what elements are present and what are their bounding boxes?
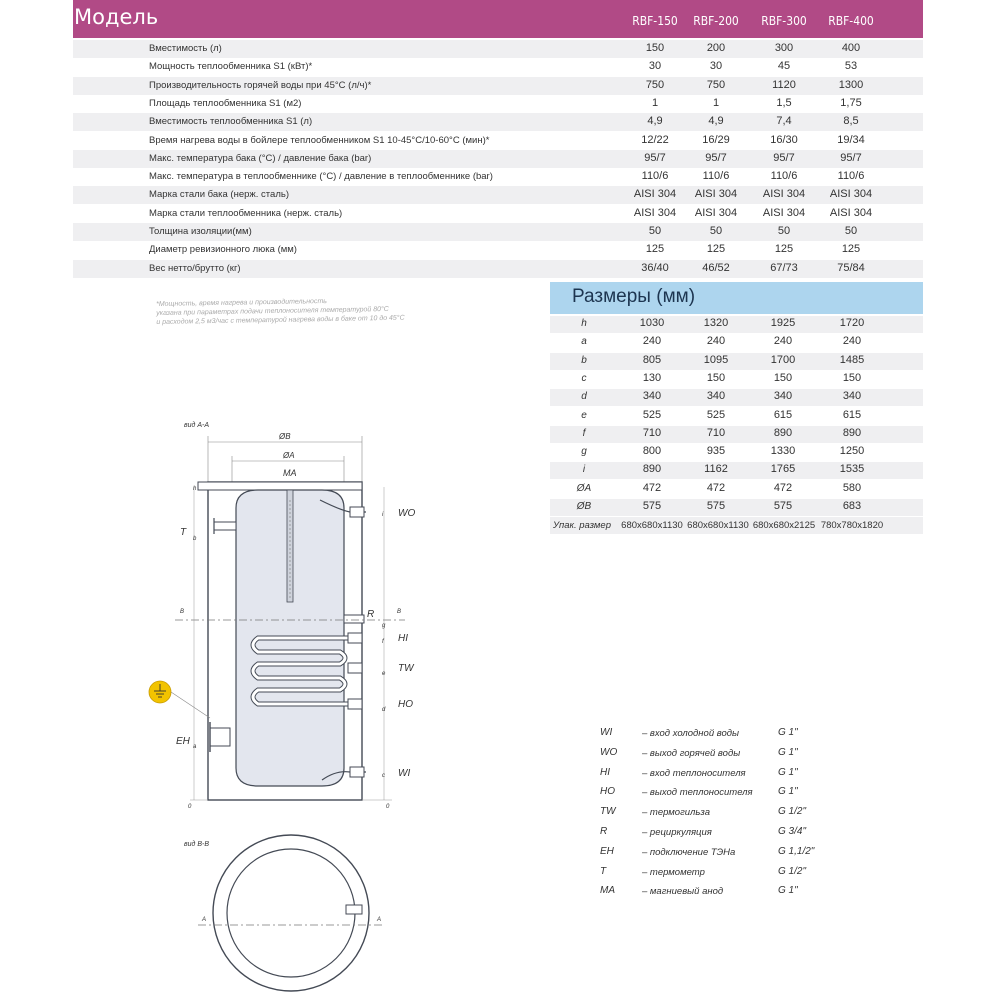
spec-cell: AISI 304	[762, 188, 806, 201]
eh-label: EH	[176, 736, 190, 747]
model-column-header: RBF-300	[761, 14, 807, 28]
model-column-header: RBF-150	[632, 14, 678, 28]
hi-label: HI	[398, 633, 408, 644]
zero-label-left: 0	[188, 804, 192, 810]
legend-code: WO	[600, 746, 618, 758]
c-tick-label: c	[382, 773, 385, 779]
spec-row-label: Диаметр ревизионного люка (мм)	[149, 244, 297, 256]
dimension-cell: 130	[642, 371, 662, 384]
dimension-row-label: c	[581, 372, 587, 384]
zero-label-right: 0	[386, 804, 390, 810]
legend-code: TW	[600, 806, 616, 818]
tw-fitting	[348, 663, 362, 673]
dimension-cell: 575	[706, 500, 726, 512]
spec-cell: AISI 304	[694, 188, 738, 201]
legend-thread-size: G 1"	[778, 885, 798, 897]
legend-thread-size: G 1"	[778, 746, 798, 758]
dimension-cell: 710	[642, 426, 662, 439]
wo-fitting	[350, 507, 364, 517]
dimension-row-label: h	[581, 318, 587, 329]
spec-cell: 4,9	[647, 115, 663, 128]
spec-cell: 36/40	[641, 261, 669, 274]
dimension-cell: 472	[642, 481, 662, 494]
dimension-cell: 240	[842, 335, 862, 348]
dimension-cell: 1765	[770, 463, 796, 476]
spec-cell: 95/7	[840, 151, 862, 164]
tank-top-flange	[198, 482, 362, 490]
spec-cell: 16/30	[770, 133, 798, 146]
spec-cell: 50	[709, 225, 723, 237]
dimension-cell: 890	[642, 463, 662, 476]
dimension-cell: 1162	[704, 463, 728, 476]
spec-cell: 110/6	[837, 170, 865, 183]
spec-row-label: Толщина изоляции(мм)	[149, 226, 252, 237]
legend-code: T	[600, 865, 607, 877]
spec-cell: 45	[777, 60, 791, 73]
section-a-right-label: A	[377, 917, 382, 923]
dimension-row-label: ØA	[576, 482, 592, 494]
spec-cell: 110/6	[770, 170, 798, 183]
dimension-cell: 240	[773, 335, 793, 348]
dimension-cell: 340	[842, 390, 862, 403]
spec-cell: AISI 304	[829, 206, 873, 219]
legend-description: – магниевый анод	[642, 886, 724, 898]
legend-thread-size: G 1"	[778, 766, 798, 778]
dimension-cell: 683	[842, 500, 862, 512]
dimension-cell: 1320	[703, 317, 729, 329]
spec-cell: 4,9	[708, 115, 724, 128]
legend-thread-size: G 1/2"	[778, 865, 807, 877]
dimension-cell: 340	[642, 390, 662, 403]
section-b-right-label: B	[397, 609, 402, 615]
spec-cell: 125	[706, 243, 726, 256]
dimension-row-label: f	[582, 427, 586, 439]
spec-cell: 750	[645, 78, 665, 91]
spec-row-label: Производительность горячей воды при 45°С (л/ч)*	[149, 79, 372, 91]
dimension-cell: 150	[706, 371, 726, 384]
spec-cell: 125	[645, 243, 665, 256]
h-tick-label: h	[193, 486, 197, 492]
spec-cell: 19/34	[837, 133, 865, 146]
spec-cell: 1	[651, 96, 659, 109]
legend-code: HO	[600, 786, 615, 798]
wi-fitting	[350, 767, 364, 777]
spec-cell: 50	[844, 225, 858, 237]
spec-cell: AISI 304	[633, 188, 677, 201]
footnote-line: указана при параметрах подачи теплоносителя температурой 80°С	[156, 305, 389, 317]
spec-cell: 30	[648, 60, 662, 73]
dimension-row-label: ØB	[576, 501, 592, 512]
model-column-header: RBF-200	[693, 14, 739, 28]
spec-cell: 1,75	[840, 96, 862, 109]
legend-code: R	[600, 826, 608, 837]
dimension-cell: 890	[842, 426, 862, 439]
spec-row-label: Вместимость (л)	[149, 43, 222, 54]
spec-title: Модель	[74, 5, 159, 29]
eh-fitting	[210, 728, 230, 746]
legend-thread-size: G 1,1/2"	[778, 845, 815, 857]
dimension-cell: 575	[773, 500, 793, 512]
model-column-header: RBF-400	[828, 14, 874, 28]
ho-label: HO	[398, 699, 413, 710]
section-fitting	[346, 905, 362, 914]
spec-cell: 95/7	[773, 151, 795, 164]
dimension-row-label: d	[581, 391, 587, 403]
pack-size-label: Упак. размер	[553, 520, 611, 532]
section-inner-circle	[227, 849, 355, 977]
dimension-cell: 150	[842, 371, 862, 384]
ho-fitting	[348, 699, 362, 709]
spec-cell: 125	[841, 243, 861, 256]
footnote-line: и расходом 2,5 м3/час с температурой нагрева воды в баке от 10 до 45°С	[156, 314, 405, 326]
dimension-cell: 240	[706, 335, 726, 348]
wo-label: WO	[398, 508, 416, 519]
dimension-cell: 1250	[839, 445, 865, 458]
legend-description: – термометр	[642, 866, 705, 878]
pack-size-cell: 680x680x1130	[621, 520, 683, 532]
dimension-cell: 1925	[770, 317, 796, 329]
pack-size-cell: 680x680x1130	[687, 520, 749, 532]
spec-row-label: Вместимость теплообменника S1 (л)	[149, 116, 313, 128]
tw-label: TW	[398, 663, 414, 674]
dimension-cell: 1485	[839, 353, 865, 366]
dimension-cell: 150	[773, 371, 793, 384]
spec-cell: AISI 304	[762, 206, 806, 219]
spec-cell: 1300	[838, 78, 864, 91]
dimension-cell: 1720	[839, 317, 865, 329]
dimension-cell: 615	[773, 408, 793, 421]
t-label: T	[180, 527, 187, 538]
legend-code: HI	[600, 766, 610, 778]
spec-cell: 67/73	[770, 261, 798, 274]
spec-cell: 12/22	[641, 133, 669, 146]
spec-cell: 300	[774, 42, 794, 54]
section-b-left-label: B	[180, 609, 185, 615]
spec-cell: 7,4	[776, 115, 792, 128]
spec-cell: AISI 304	[829, 188, 873, 201]
legend-thread-size: G 3/4"	[778, 826, 807, 837]
g-tick-label: g	[382, 623, 386, 629]
legend-thread-size: G 1"	[778, 786, 798, 798]
dimension-cell: 615	[842, 408, 862, 421]
hi-fitting	[348, 633, 362, 643]
spec-row-label: Мощность теплообменника S1 (кВт)*	[149, 61, 313, 73]
dimension-cell: 580	[842, 481, 862, 494]
dimension-cell: 1535	[839, 463, 865, 476]
spec-cell: 200	[706, 42, 726, 54]
spec-cell: 125	[774, 243, 794, 256]
r-fitting	[344, 615, 364, 623]
spec-cell: 750	[706, 78, 726, 91]
spec-row-label: Макс. температура бака (°С) / давление бака (bar)	[149, 152, 372, 164]
spec-cell: 1,5	[776, 96, 792, 109]
spec-cell: 30	[709, 60, 723, 73]
legend-description: – выход горячей воды	[642, 747, 741, 759]
view-a-label: вид А-А	[184, 422, 210, 429]
dimension-cell: 710	[706, 426, 726, 439]
spec-cell: 1120	[772, 78, 796, 91]
spec-row-label: Марка стали теплообменника (нерж. сталь)	[149, 207, 343, 219]
spec-cell: 150	[645, 42, 665, 54]
legend-description: – подключение ТЭНа	[642, 846, 736, 858]
pack-size-cell: 680x680x2125	[752, 520, 816, 532]
spec-cell: AISI 304	[633, 206, 677, 219]
pack-size-cell: 780x780x1820	[820, 520, 884, 532]
spec-cell: 50	[777, 225, 791, 237]
d-tick-label: d	[382, 707, 386, 713]
view-b-label: вид В-В	[184, 841, 210, 848]
wi-label: WI	[398, 768, 411, 779]
r-label: R	[367, 609, 375, 620]
spec-row-label: Марка стали бака (нерж. сталь)	[149, 189, 289, 201]
legend-description: – выход теплоносителя	[642, 787, 753, 799]
spec-cell: 110/6	[702, 170, 730, 183]
spec-row-label: Площадь теплообменника S1 (м2)	[149, 97, 302, 109]
spec-cell: 95/7	[644, 151, 666, 164]
spec-cell: 75/84	[837, 261, 865, 274]
dimension-cell: 1700	[770, 353, 796, 366]
dimension-row-label: b	[581, 354, 587, 366]
t-fitting	[214, 522, 236, 530]
dimension-cell: 472	[706, 481, 726, 494]
spec-cell: 8,5	[843, 115, 859, 128]
dimension-row-label: a	[581, 336, 587, 348]
dimensions-title: Размеры (мм)	[572, 286, 696, 307]
legend-code: MA	[600, 885, 615, 897]
spec-cell: 400	[841, 42, 861, 54]
footnote-line: *Мощность, время нагрева и производительность	[156, 298, 327, 308]
ground-lead-line	[171, 692, 210, 718]
spec-cell: 16/29	[702, 133, 730, 146]
spec-row-label: Макс. температура в теплообменнике (°С) / давление в теплообменнике (bar)	[149, 171, 493, 183]
a-tick-label: a	[193, 744, 197, 750]
dimension-cell: 935	[706, 445, 726, 458]
dimension-cell: 340	[706, 390, 726, 403]
spec-row-label: Вес нетто/брутто (кг)	[149, 262, 241, 274]
dimension-row-label: e	[581, 409, 587, 421]
dimension-cell: 805	[642, 353, 662, 366]
legend-code: WI	[600, 727, 613, 738]
spec-cell: 50	[648, 225, 662, 237]
spec-cell: 95/7	[705, 151, 727, 164]
dimension-cell: 890	[773, 426, 793, 439]
dimension-cell: 1030	[639, 317, 665, 329]
e-tick-label: e	[382, 671, 386, 677]
legend-thread-size: G 1"	[778, 727, 798, 738]
legend-code: EH	[600, 845, 614, 857]
dimension-cell: 525	[642, 408, 662, 421]
spec-cell: AISI 304	[694, 206, 738, 219]
dimension-cell: 240	[642, 335, 662, 348]
section-a-left-label: A	[202, 917, 207, 923]
ma-label: MA	[283, 468, 297, 478]
dimension-cell: 340	[773, 390, 793, 403]
dimension-cell: 1330	[770, 445, 796, 458]
spec-row-label: Время нагрева воды в бойлере теплообменником S1 10-45°С/10-60°С (мин)*	[149, 134, 490, 146]
i-tick-label: i	[382, 512, 384, 518]
ob-label: ØB	[279, 432, 291, 441]
legend-description: – термогильза	[642, 807, 711, 819]
legend-description: – рециркуляция	[642, 827, 712, 838]
legend-description: – вход теплоносителя	[642, 767, 746, 779]
oa-label: ØA	[283, 451, 295, 460]
legend-thread-size: G 1/2"	[778, 806, 807, 818]
spec-cell: 46/52	[702, 261, 730, 274]
dimension-row-label: g	[581, 446, 587, 458]
f-tick-label: f	[382, 639, 384, 645]
spec-cell: 53	[844, 60, 858, 73]
dimension-cell: 575	[642, 500, 662, 512]
dimension-cell: 800	[642, 445, 662, 458]
spec-cell: 1	[712, 96, 720, 109]
dimension-cell: 472	[773, 481, 793, 494]
dimension-cell: 525	[706, 408, 726, 421]
spec-cell: 110/6	[641, 170, 669, 183]
dimension-cell: 1095	[703, 353, 729, 366]
b-tick-label: b	[193, 536, 197, 542]
legend-description: – вход холодной воды	[642, 728, 740, 739]
dimension-row-label: i	[582, 464, 586, 476]
